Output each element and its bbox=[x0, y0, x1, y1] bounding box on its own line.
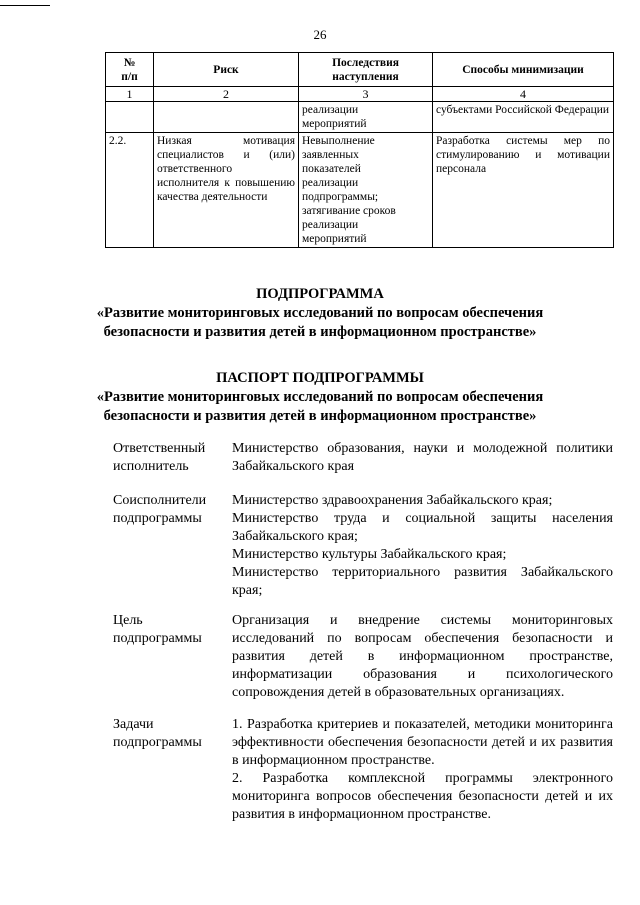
table-cell: 2.2. bbox=[106, 133, 154, 248]
subprogram-title: ПОДПРОГРАММА «Развитие мониторинговых исследований по вопросам обеспечения безопасности и развития детей в информационном пространстве» bbox=[96, 286, 544, 340]
header-risk: Риск bbox=[154, 53, 299, 87]
tasks-value bbox=[232, 716, 613, 824]
header-consequences: Последствия наступления bbox=[299, 53, 433, 87]
column-number-row bbox=[106, 87, 614, 102]
coexecutor-item: Министерство территориального развития Забайкальского края; bbox=[232, 565, 613, 598]
passport-title: ПАСПОРТ ПОДПРОГРАММЫ «Развитие мониторинговых исследований по вопросам обеспечения безопасности и развития детей в информационном пространстве» bbox=[96, 370, 544, 424]
table-cell: Низкая мотивация специалистов и (или) ответственного исполнителя к повышению качества деятельности bbox=[154, 133, 299, 248]
table-cell bbox=[106, 102, 154, 133]
header-mitigation: Способы минимизации bbox=[433, 53, 614, 87]
table-cell: Невыполнение заявленных показателей реализации подпрограммы; затягивание сроков реализации мероприятий bbox=[299, 133, 433, 248]
table-cell bbox=[154, 102, 299, 133]
risk-table bbox=[105, 52, 614, 248]
task-item: 2. Разработка комплексной программы электронного мониторинга вопросов обеспечения безопасности детей и их развития в информационном пространстве. bbox=[232, 771, 613, 822]
column-number: 2 bbox=[154, 87, 299, 102]
column-number: 4 bbox=[433, 87, 614, 102]
column-number: 3 bbox=[299, 87, 433, 102]
table-cell: субъектами Российской Федерации bbox=[433, 102, 614, 133]
table-row bbox=[106, 133, 614, 248]
goal-label: Цель подпрограммы bbox=[113, 613, 202, 646]
table-cell: Разработка системы мер по стимулированию и мотивации персонала bbox=[433, 133, 614, 248]
coexecutor-item: Министерство труда и социальной защиты населения Забайкальского края; bbox=[232, 511, 613, 544]
coexecutors-value bbox=[232, 492, 613, 600]
responsible-label: Ответственный исполнитель bbox=[113, 441, 206, 474]
tasks-label: Задачи подпрограммы bbox=[113, 717, 202, 750]
task-item: 1. Разработка критериев и показателей, методики мониторинга эффективности обеспечения безопасности детей и их развития в информационном пространстве. bbox=[232, 717, 613, 768]
header-number: № п/п bbox=[106, 53, 154, 87]
coexecutor-item: Министерство культуры Забайкальского края; bbox=[232, 547, 507, 562]
page-number: 26 bbox=[313, 27, 327, 42]
goal-value: Организация и внедрение системы мониторинговых исследований по вопросам обеспечения безопасности и развития детей в информационном пространстве, информатизации образования и психологического сопровождения детей в образовательных организациях. bbox=[232, 613, 613, 700]
table-row bbox=[106, 102, 614, 133]
corner-line bbox=[0, 5, 50, 6]
coexecutors-label: Соисполнители подпрограммы bbox=[113, 493, 207, 526]
responsible-value: Министерство образования, науки и молодежной политики Забайкальского края bbox=[232, 441, 613, 474]
table-cell: реализации мероприятий bbox=[299, 102, 433, 133]
coexecutor-item: Министерство здравоохранения Забайкальского края; bbox=[232, 493, 553, 508]
column-number: 1 bbox=[106, 87, 154, 102]
table-header-row bbox=[106, 53, 614, 87]
